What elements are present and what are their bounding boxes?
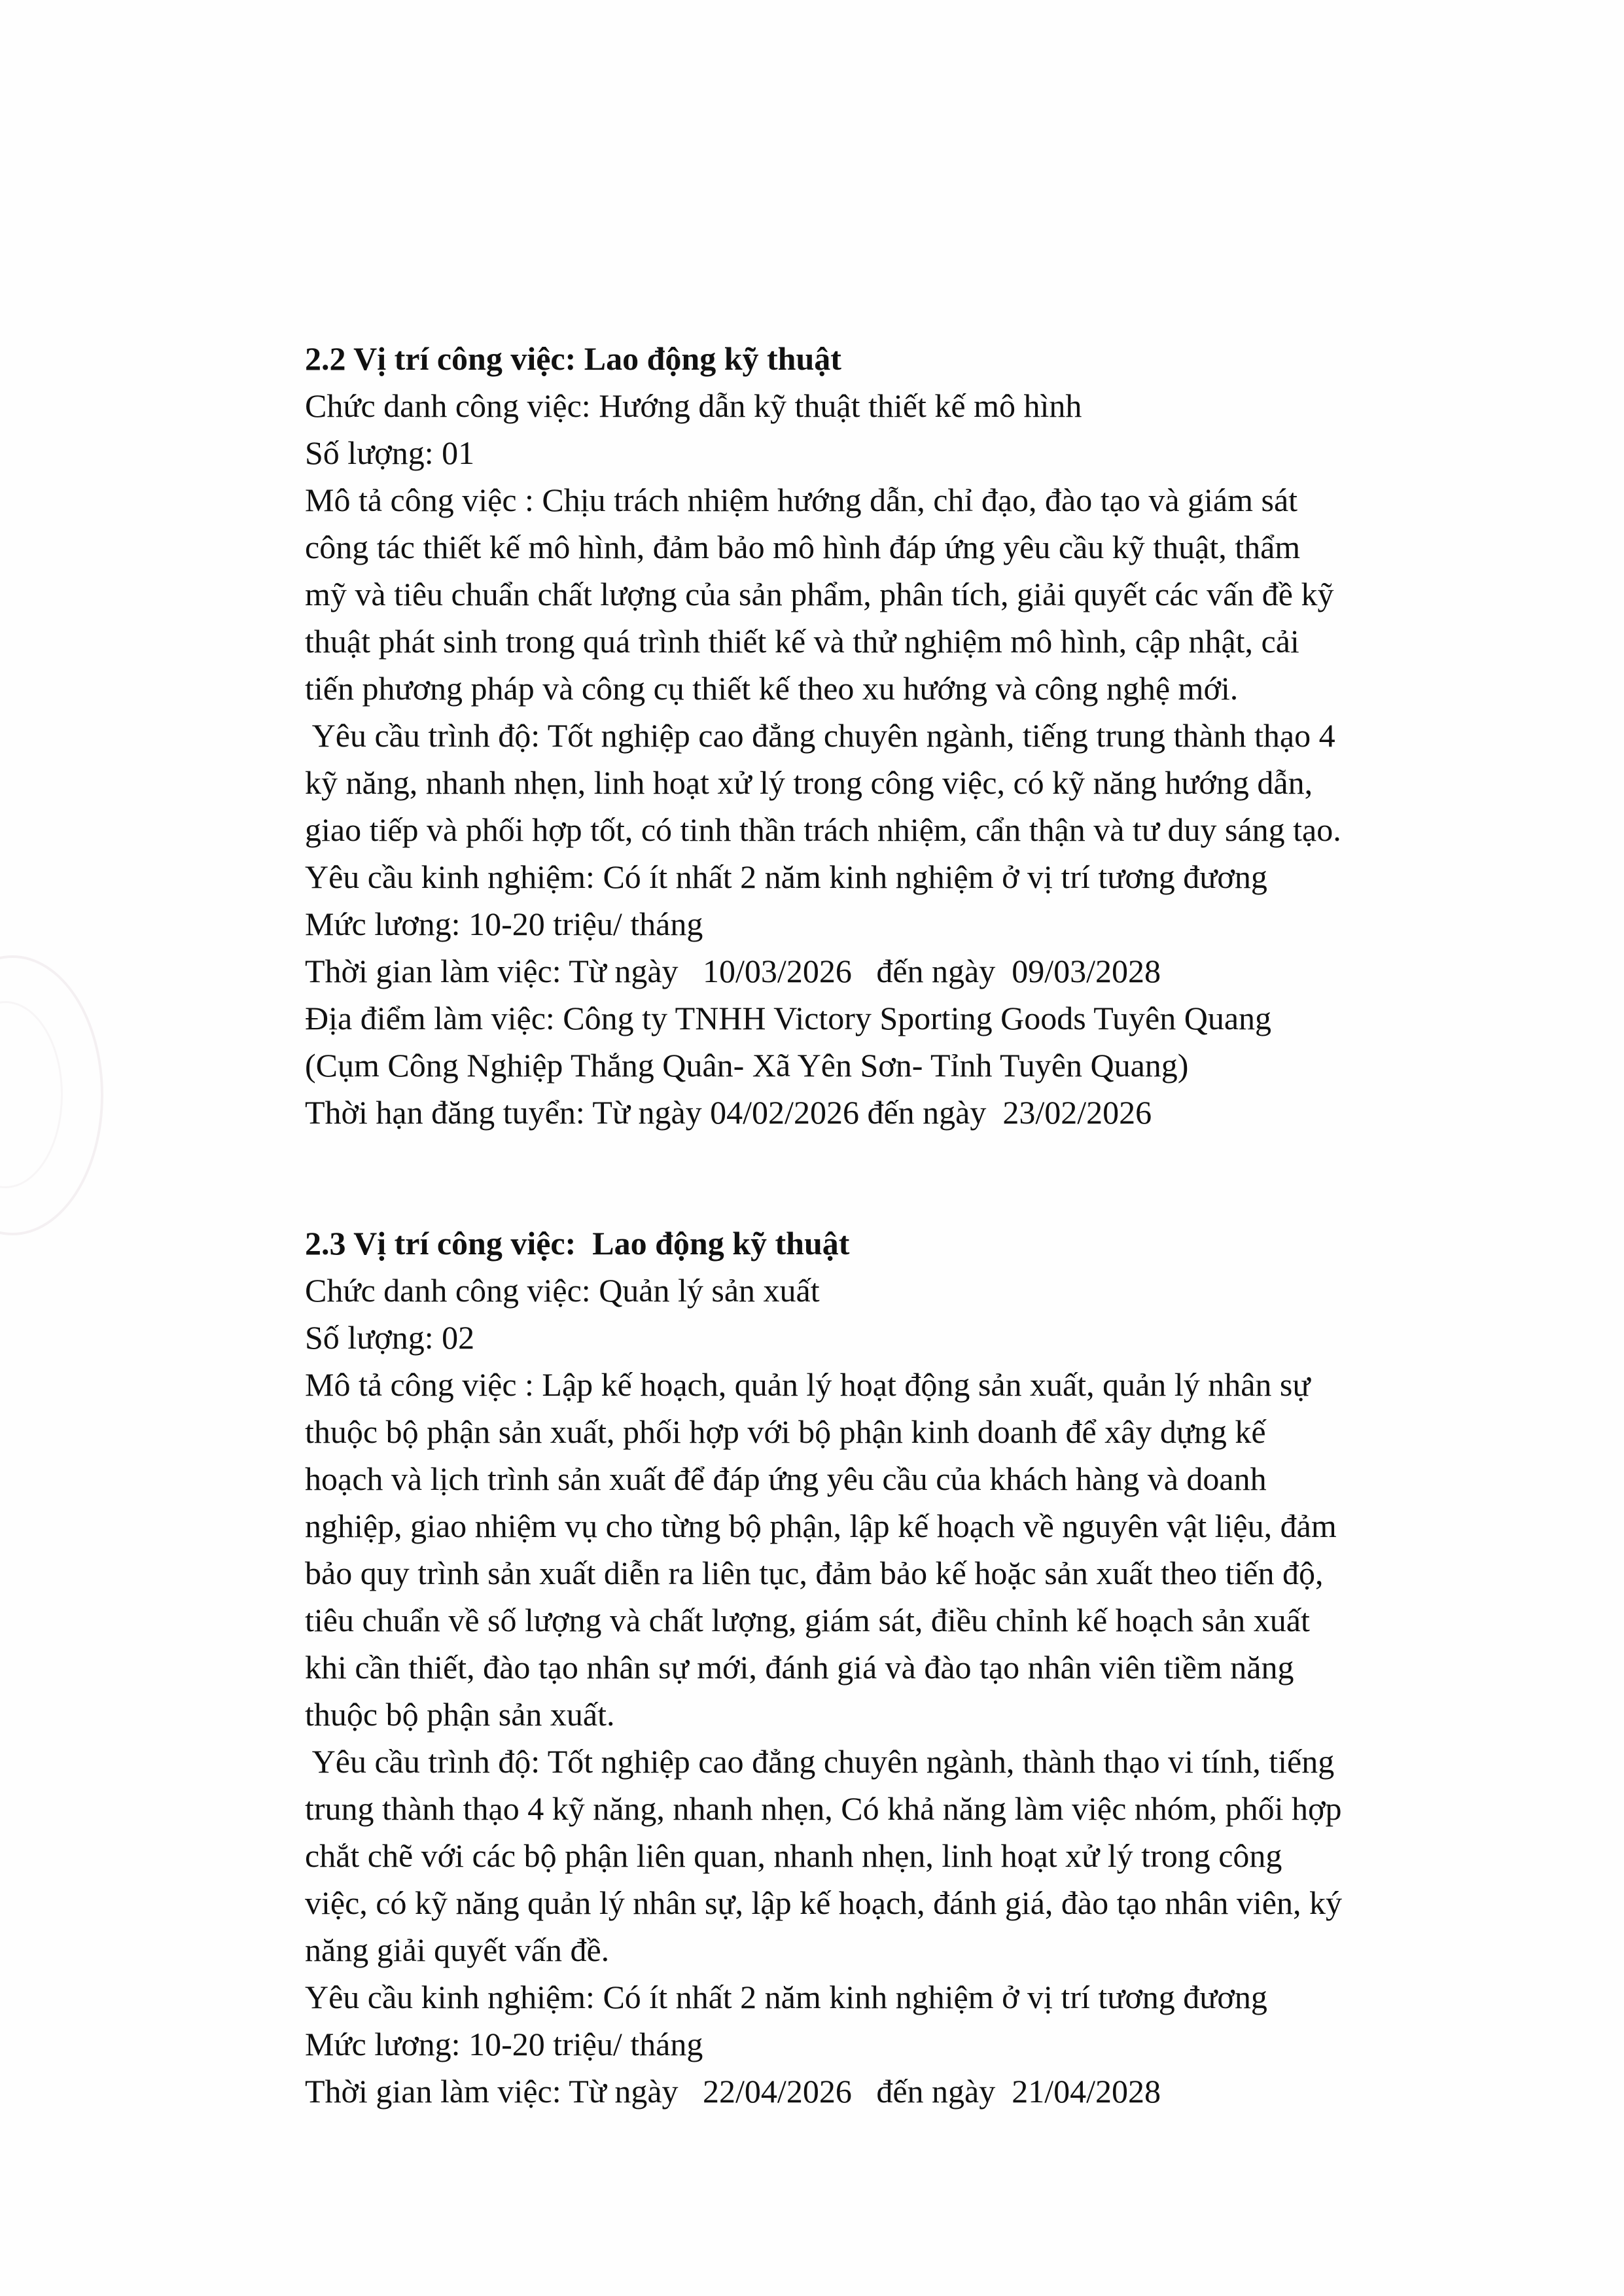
description-line: công tác thiết kế mô hình, đảm bảo mô hình đáp ứng yêu cầu kỹ thuật, thẩm [305, 529, 1301, 565]
recruitment-period-line: Thời hạn đăng tuyển: Từ ngày 04/02/2026 đến ngày 23/02/2026 [305, 1094, 1152, 1131]
section-2-2 [305, 335, 1456, 1136]
work-location-line: Địa điểm làm việc: Công ty TNHH Victory Sporting Goods Tuyên Quang [305, 1000, 1272, 1036]
description-line: tiến phương pháp và công cụ thiết kế theo xu hướng và công nghệ mới. [305, 670, 1239, 707]
working-period-line: Thời gian làm việc: Từ ngày 22/04/2026 đến ngày 21/04/2028 [305, 2073, 1161, 2110]
experience-requirement-line: Yêu cầu kinh nghiệm: Có ít nhất 2 năm kinh nghiệm ở vị trí tương đương [305, 858, 1267, 895]
description-line: nghiệp, giao nhiệm vụ cho từng bộ phận, lập kế hoạch về nguyên vật liệu, đảm [305, 1508, 1337, 1544]
description-line: mỹ và tiêu chuẩn chất lượng của sản phẩm, phân tích, giải quyết các vấn đề kỹ [305, 576, 1334, 612]
description-line: Mô tả công việc : Lập kế hoạch, quản lý hoạt động sản xuất, quản lý nhân sự [305, 1366, 1311, 1403]
education-requirement-line: kỹ năng, nhanh nhẹn, linh hoạt xử lý trong công việc, có kỹ năng hướng dẫn, [305, 764, 1313, 801]
section-heading: 2.3 Vị trí công việc: Lao động kỹ thuật [305, 1225, 850, 1262]
education-requirement-line: trung thành thạo 4 kỹ năng, nhanh nhẹn, Có khả năng làm việc nhóm, phối hợp [305, 1790, 1342, 1827]
education-requirement-line: Yêu cầu trình độ: Tốt nghiệp cao đẳng chuyên ngành, thành thạo vi tính, tiếng [305, 1743, 1335, 1780]
description-line: khi cần thiết, đào tạo nhân sự mới, đánh giá và đào tạo nhân viên tiềm năng [305, 1649, 1294, 1686]
experience-requirement-line: Yêu cầu kinh nghiệm: Có ít nhất 2 năm kinh nghiệm ở vị trí tương đương [305, 1979, 1267, 2015]
description-line: tiêu chuẩn về số lượng và chất lượng, giám sát, điều chỉnh kế hoạch sản xuất [305, 1602, 1310, 1638]
description-line: hoạch và lịch trình sản xuất để đáp ứng yêu cầu của khách hàng và doanh [305, 1460, 1267, 1497]
description-line: thuật phát sinh trong quá trình thiết kế và thử nghiệm mô hình, cập nhật, cải [305, 623, 1299, 660]
salary-line: Mức lương: 10-20 triệu/ tháng [305, 2026, 703, 2062]
job-title-line: Chức danh công việc: Hướng dẫn kỹ thuật thiết kế mô hình [305, 387, 1082, 424]
education-requirement-line: năng giải quyết vấn đề. [305, 1932, 610, 1968]
education-requirement-line: chắt chẽ với các bộ phận liên quan, nhanh nhẹn, linh hoạt xử lý trong công [305, 1837, 1282, 1874]
section-spacer [305, 1136, 1456, 1220]
description-line: Mô tả công việc : Chịu trách nhiệm hướng dẫn, chỉ đạo, đào tạo và giám sát [305, 482, 1298, 518]
section-heading: 2.2 Vị trí công việc: Lao động kỹ thuật [305, 340, 841, 377]
education-requirement-line: giao tiếp và phối hợp tốt, có tinh thần trách nhiệm, cẩn thận và tư duy sáng tạo. [305, 811, 1341, 848]
quantity-line: Số lượng: 01 [305, 434, 475, 471]
salary-line: Mức lương: 10-20 triệu/ tháng [305, 906, 703, 942]
education-requirement-line: Yêu cầu trình độ: Tốt nghiệp cao đẳng chuyên ngành, tiếng trung thành thạo 4 [305, 717, 1335, 754]
document-body [305, 335, 1456, 2115]
work-location-line: (Cụm Công Nghiệp Thắng Quân- Xã Yên Sơn- Tỉnh Tuyên Quang) [305, 1047, 1189, 1084]
education-requirement-line: việc, có kỹ năng quản lý nhân sự, lập kế hoạch, đánh giá, đào tạo nhân viên, ký [305, 1884, 1342, 1921]
working-period-line: Thời gian làm việc: Từ ngày 10/03/2026 đến ngày 09/03/2028 [305, 953, 1161, 989]
section-2-3 [305, 1220, 1456, 2115]
description-line: thuộc bộ phận sản xuất, phối hợp với bộ phận kinh doanh để xây dựng kế [305, 1413, 1266, 1450]
job-title-line: Chức danh công việc: Quản lý sản xuất [305, 1272, 820, 1309]
description-line: bảo quy trình sản xuất diễn ra liên tục, đảm bảo kế hoặc sản xuất theo tiến độ, [305, 1555, 1324, 1591]
quantity-line: Số lượng: 02 [305, 1319, 475, 1356]
description-line: thuộc bộ phận sản xuất. [305, 1696, 615, 1733]
